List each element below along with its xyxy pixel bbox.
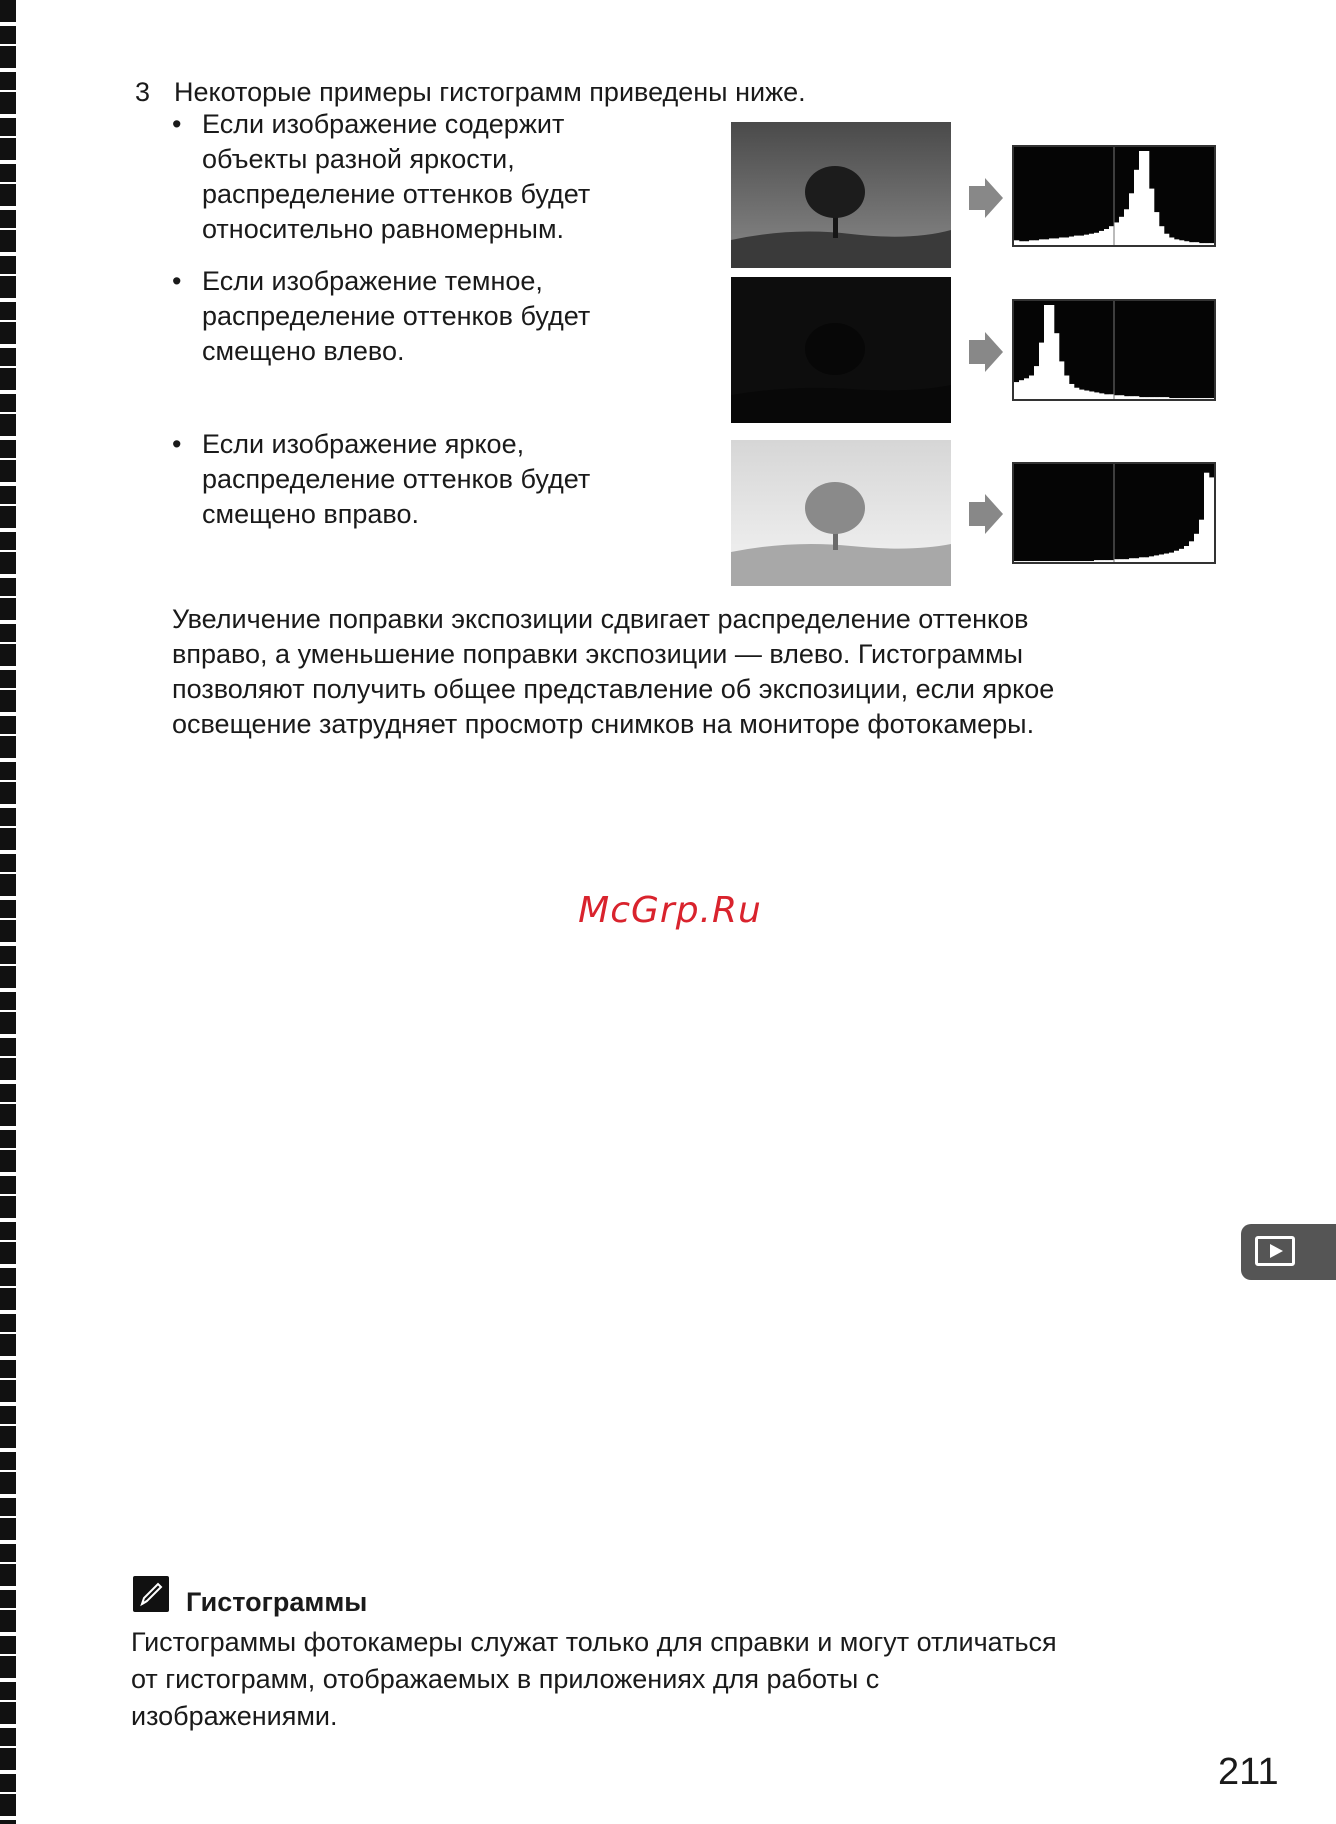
histogram-bin bbox=[1084, 561, 1089, 562]
histogram-bin bbox=[1114, 222, 1119, 245]
histogram-bin bbox=[1149, 397, 1154, 399]
histogram-bin bbox=[1164, 397, 1169, 399]
step-heading: Некоторые примеры гистограмм приведены ниже. bbox=[174, 77, 806, 107]
example-text: Если изображение яркое, распределение оттенков будет смещено вправо. bbox=[202, 429, 591, 529]
histogram-bin bbox=[1104, 560, 1109, 562]
page-binding-edge bbox=[0, 0, 16, 1824]
histogram-bin bbox=[1179, 240, 1184, 245]
histogram-bin bbox=[1104, 394, 1109, 399]
histogram-bin bbox=[1184, 546, 1189, 562]
histogram-bin bbox=[1044, 305, 1049, 399]
histogram-bin bbox=[1014, 561, 1019, 562]
histogram-bin bbox=[1099, 393, 1104, 399]
histogram-bin bbox=[1189, 541, 1194, 562]
histogram-bin bbox=[1094, 392, 1099, 399]
histogram-bin bbox=[1079, 390, 1084, 399]
histogram-bin bbox=[1019, 241, 1024, 245]
histogram-bin bbox=[1029, 240, 1034, 245]
histogram-bin bbox=[1194, 242, 1199, 245]
step-number: 3 bbox=[135, 77, 151, 107]
histogram-bin bbox=[1024, 378, 1029, 399]
histogram-bin bbox=[1014, 382, 1019, 399]
histogram-bin bbox=[1184, 398, 1189, 399]
histogram-bin bbox=[1139, 151, 1144, 245]
histogram-bin bbox=[1189, 398, 1194, 399]
histogram-bin bbox=[1089, 391, 1094, 399]
histogram-bin bbox=[1149, 189, 1154, 245]
example-item bbox=[172, 264, 652, 369]
histogram-bin bbox=[1019, 561, 1024, 562]
histogram-bin bbox=[1129, 396, 1134, 399]
example-text: Если изображение содержит объекты разной яркости, распределение оттенков будет относительно равномерным. bbox=[202, 109, 591, 244]
histogram-bin bbox=[1059, 361, 1064, 399]
histogram-bin bbox=[1074, 236, 1079, 245]
histogram-bin bbox=[1169, 237, 1174, 245]
histogram-bin bbox=[1074, 388, 1079, 399]
histogram-bin bbox=[1029, 561, 1034, 562]
histogram-bin bbox=[1179, 549, 1184, 562]
histogram-bin bbox=[1154, 555, 1159, 562]
histogram-bin bbox=[1139, 557, 1144, 562]
histogram-bin bbox=[1029, 376, 1034, 400]
histogram-bin bbox=[1049, 305, 1054, 399]
pencil-note-icon bbox=[133, 1576, 169, 1612]
histogram-bin bbox=[1179, 398, 1184, 399]
histogram-bin bbox=[1034, 240, 1039, 245]
histogram-bin bbox=[1189, 242, 1194, 245]
histogram-bin bbox=[1209, 243, 1214, 245]
histogram-bin bbox=[1164, 554, 1169, 562]
bullet-marker: • bbox=[172, 429, 182, 459]
histogram-bin bbox=[1199, 398, 1204, 399]
histogram-bin bbox=[1084, 235, 1089, 245]
playback-section-tab[interactable] bbox=[1241, 1224, 1336, 1280]
histogram-bin bbox=[1129, 193, 1134, 245]
histogram-bin bbox=[1134, 396, 1139, 399]
histogram-bin bbox=[1194, 398, 1199, 399]
histogram-bin bbox=[1059, 561, 1064, 562]
histogram-bin bbox=[1119, 559, 1124, 562]
arrow-icon bbox=[965, 494, 1005, 534]
histogram-bin bbox=[1084, 391, 1089, 399]
histogram-bin bbox=[1204, 398, 1209, 399]
bullet-marker: • bbox=[172, 266, 182, 296]
histogram-bin bbox=[1014, 240, 1019, 245]
histogram-bin bbox=[1039, 561, 1044, 562]
histogram-bin bbox=[1024, 241, 1029, 245]
histogram-bin bbox=[1039, 239, 1044, 245]
histogram-bin bbox=[1104, 229, 1109, 245]
watermark: McGrp.Ru bbox=[578, 890, 762, 931]
histogram-bin bbox=[1089, 561, 1094, 562]
histogram-bin bbox=[1054, 561, 1059, 562]
histogram-bin bbox=[1134, 170, 1139, 245]
histogram-bin bbox=[1074, 561, 1079, 562]
histogram-bin bbox=[1114, 559, 1119, 562]
page-number: 211 bbox=[1218, 1751, 1279, 1793]
histogram-bin bbox=[1164, 234, 1169, 245]
example-photo-balanced bbox=[731, 122, 951, 268]
histogram-bin bbox=[1154, 212, 1159, 245]
histogram-bright bbox=[1012, 462, 1216, 564]
histogram-bin bbox=[1019, 380, 1024, 399]
histogram-bin bbox=[1159, 554, 1164, 562]
histogram-bin bbox=[1194, 534, 1199, 562]
histogram-bin bbox=[1089, 234, 1094, 245]
histogram-bin bbox=[1144, 151, 1149, 245]
histogram-bin bbox=[1064, 376, 1069, 400]
histogram-bin bbox=[1129, 558, 1134, 562]
histogram-bin bbox=[1134, 558, 1139, 562]
histogram-bin bbox=[1114, 395, 1119, 399]
histogram-bin bbox=[1069, 237, 1074, 245]
histogram-bin bbox=[1159, 397, 1164, 399]
histogram-bin bbox=[1174, 239, 1179, 245]
example-photo-bright bbox=[731, 440, 951, 586]
histogram-bin bbox=[1169, 398, 1174, 399]
note-text: Гистограммы фотокамеры служат только для справки и могут отличаться от гистограмм, отображаемых в приложениях для работы с изображениями. bbox=[131, 1627, 1057, 1731]
example-text: Если изображение темное, распределение оттенков будет смещено влево. bbox=[202, 266, 591, 366]
explanation-paragraph: Увеличение поправки экспозиции сдвигает распределение оттенков вправо, а уменьшение поправки экспозиции — влево. Гистограммы позволяют получить общее представление об экспозиции, если яркое освещение затрудняет просмотр снимков на мониторе фотокамеры. bbox=[172, 604, 1055, 739]
histogram-bin bbox=[1169, 553, 1174, 562]
histogram-balanced bbox=[1012, 145, 1216, 247]
playback-icon bbox=[1255, 1236, 1295, 1266]
histogram-bin bbox=[1209, 398, 1214, 399]
histogram-bin bbox=[1054, 333, 1059, 399]
histogram-bin bbox=[1119, 395, 1124, 399]
histogram-dark bbox=[1012, 299, 1216, 401]
histogram-bin bbox=[1149, 556, 1154, 562]
histogram-bin bbox=[1204, 243, 1209, 245]
histogram-bin bbox=[1159, 226, 1164, 245]
histogram-bin bbox=[1044, 561, 1049, 562]
histogram-bin bbox=[1204, 473, 1209, 562]
example-photo-dark bbox=[731, 277, 951, 423]
histogram-bin bbox=[1099, 231, 1104, 245]
example-item bbox=[172, 427, 652, 532]
histogram-bin bbox=[1124, 396, 1129, 399]
histogram-bin bbox=[1144, 397, 1149, 399]
histogram-bin bbox=[1139, 397, 1144, 399]
histogram-bin bbox=[1054, 238, 1059, 245]
arrow-icon bbox=[965, 178, 1005, 218]
histogram-bin bbox=[1094, 560, 1099, 562]
bullet-marker: • bbox=[172, 109, 182, 139]
histogram-bin bbox=[1079, 236, 1084, 245]
arrow-icon bbox=[965, 332, 1005, 372]
histogram-bin bbox=[1199, 520, 1204, 562]
example-item bbox=[172, 107, 652, 247]
histogram-bin bbox=[1209, 477, 1214, 562]
histogram-bin bbox=[1069, 384, 1074, 399]
histogram-bin bbox=[1154, 397, 1159, 399]
histogram-bin bbox=[1079, 561, 1084, 562]
histogram-bin bbox=[1064, 237, 1069, 245]
histogram-bin bbox=[1049, 561, 1054, 562]
histogram-bin bbox=[1184, 241, 1189, 245]
histogram-bin bbox=[1039, 343, 1044, 399]
histogram-bin bbox=[1024, 561, 1029, 562]
histogram-bin bbox=[1034, 366, 1039, 399]
histogram-bin bbox=[1174, 398, 1179, 399]
histogram-bin bbox=[1034, 561, 1039, 562]
histogram-bin bbox=[1199, 243, 1204, 245]
histogram-bin bbox=[1064, 561, 1069, 562]
histogram-bin bbox=[1124, 559, 1129, 562]
histogram-bin bbox=[1069, 561, 1074, 562]
histogram-bin bbox=[1124, 209, 1129, 245]
histogram-bin bbox=[1174, 551, 1179, 562]
histogram-bin bbox=[1099, 560, 1104, 562]
histogram-bin bbox=[1119, 217, 1124, 245]
histogram-bin bbox=[1049, 238, 1054, 245]
histogram-bin bbox=[1044, 239, 1049, 245]
note-title: Гистограммы bbox=[186, 1587, 368, 1617]
histogram-bin bbox=[1144, 557, 1149, 562]
histogram-bin bbox=[1059, 237, 1064, 245]
histogram-bin bbox=[1094, 233, 1099, 245]
